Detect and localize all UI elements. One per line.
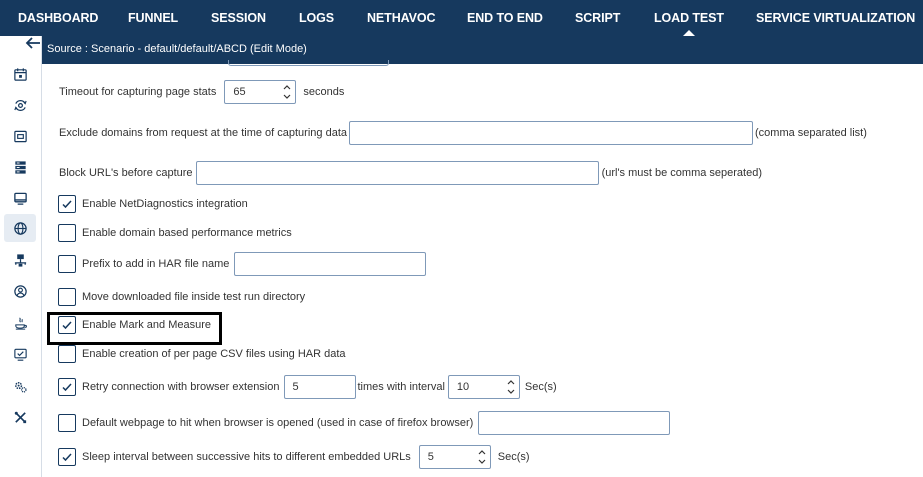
java-icon[interactable] (8, 311, 32, 335)
block-url-suffix: (url's must be comma seperated) (601, 167, 762, 179)
move-download-checkbox[interactable] (58, 288, 76, 306)
har-prefix-input[interactable] (234, 252, 426, 276)
retry-unit: Sec(s) (524, 381, 557, 393)
spin-arrows-icon[interactable] (506, 378, 516, 396)
desktop-check-icon[interactable] (8, 342, 32, 366)
retry-row (58, 375, 557, 399)
spin-arrows-icon[interactable] (282, 83, 292, 101)
block-url-label: Block URL's before capture (59, 167, 193, 179)
block-url-input[interactable] (196, 161, 599, 185)
top-navigation (0, 0, 923, 36)
settings-form (42, 64, 923, 477)
checkmark-icon (61, 381, 73, 393)
sleep-interval-checkbox[interactable] (58, 448, 76, 466)
net-diagnostics-row (58, 195, 248, 213)
har-prefix-row (58, 252, 426, 276)
monitor-icon[interactable] (8, 186, 32, 210)
back-arrow-icon[interactable] (24, 36, 42, 50)
retry-interval-value: 10 (456, 381, 470, 393)
csv-files-row (58, 345, 346, 363)
nav-script[interactable]: SCRIPT (575, 11, 621, 25)
domain-metrics-label: Enable domain based performance metrics (82, 227, 292, 239)
nav-funnel[interactable]: FUNNEL (128, 11, 179, 25)
mark-measure-row (58, 316, 211, 334)
net-diagnostics-label: Enable NetDiagnostics integration (82, 198, 248, 210)
domain-metrics-checkbox[interactable] (58, 224, 76, 242)
exclude-domains-suffix: (comma separated list) (755, 127, 867, 139)
exclude-domains-input[interactable] (349, 121, 753, 145)
default-webpage-checkbox[interactable] (58, 414, 76, 432)
image-frame-icon[interactable] (8, 124, 32, 148)
retry-checkbox[interactable] (58, 378, 76, 396)
nav-end-to-end[interactable]: END TO END (467, 11, 543, 25)
server-icon[interactable] (8, 155, 32, 179)
sleep-interval-row (58, 445, 530, 469)
move-download-row (58, 288, 305, 306)
nav-service-virtualization[interactable]: SERVICE VIRTUALIZATION (756, 11, 916, 25)
page-title: Source : Scenario - default/default/ABCD (Edit Mode) (42, 36, 923, 64)
mark-measure-label: Enable Mark and Measure (82, 319, 212, 331)
nav-load-test[interactable]: LOAD TEST (654, 0, 724, 36)
block-url-row (59, 161, 762, 185)
nav-session[interactable]: SESSION (211, 11, 266, 25)
timeout-row (59, 80, 344, 104)
har-prefix-checkbox[interactable] (58, 255, 76, 273)
eye-refresh-icon[interactable] (8, 93, 32, 117)
default-webpage-row (58, 411, 670, 435)
tools-icon[interactable] (8, 405, 32, 429)
sidebar (0, 36, 42, 477)
sleep-interval-unit: Sec(s) (497, 451, 530, 463)
spin-arrows-icon[interactable] (477, 448, 487, 466)
nav-dashboard[interactable]: DASHBOARD (18, 11, 99, 25)
network-icon[interactable] (8, 248, 32, 272)
retry-interval-stepper[interactable] (448, 375, 520, 399)
exclude-domains-row (59, 121, 867, 145)
domain-metrics-row (58, 224, 292, 242)
calendar-icon[interactable] (8, 62, 32, 86)
checkmark-icon (61, 319, 73, 331)
har-prefix-label: Prefix to add in HAR file name (82, 258, 230, 270)
retry-mid-label: times with interval (357, 381, 445, 393)
settings-cluster-icon[interactable] (8, 374, 32, 398)
sleep-interval-stepper[interactable] (419, 445, 491, 469)
nav-logs[interactable]: LOGS (299, 11, 335, 25)
timeout-stepper[interactable] (224, 80, 296, 104)
retry-label: Retry connection with browser extension (82, 381, 280, 393)
mark-measure-checkbox[interactable] (58, 316, 76, 334)
globe-icon[interactable] (4, 214, 36, 242)
nav-nethavoc[interactable]: NETHAVOC (367, 11, 436, 25)
csv-files-label: Enable creation of per page CSV files using HAR data (82, 348, 346, 360)
move-download-label: Move downloaded file inside test run directory (82, 291, 306, 303)
sleep-interval-label: Sleep interval between successive hits to different embedded URLs (82, 451, 411, 463)
checkmark-icon (61, 198, 73, 210)
retry-times-input[interactable]: 5 (284, 375, 356, 399)
csv-files-checkbox[interactable] (58, 345, 76, 363)
default-webpage-input[interactable] (478, 411, 670, 435)
timeout-label: Timeout for capturing page stats (59, 86, 217, 98)
default-webpage-label: Default webpage to hit when browser is opened (used in case of firefox browser) (82, 417, 474, 429)
exclude-domains-label: Exclude domains from request at the time of capturing data (59, 127, 347, 139)
timeout-suffix: seconds (303, 86, 345, 98)
timeout-value: 65 (233, 86, 246, 98)
sleep-interval-value: 5 (427, 451, 434, 463)
checkmark-icon (61, 451, 73, 463)
user-circle-icon[interactable] (8, 279, 32, 303)
previous-field-input[interactable] (228, 60, 389, 66)
net-diagnostics-checkbox[interactable] (58, 195, 76, 213)
